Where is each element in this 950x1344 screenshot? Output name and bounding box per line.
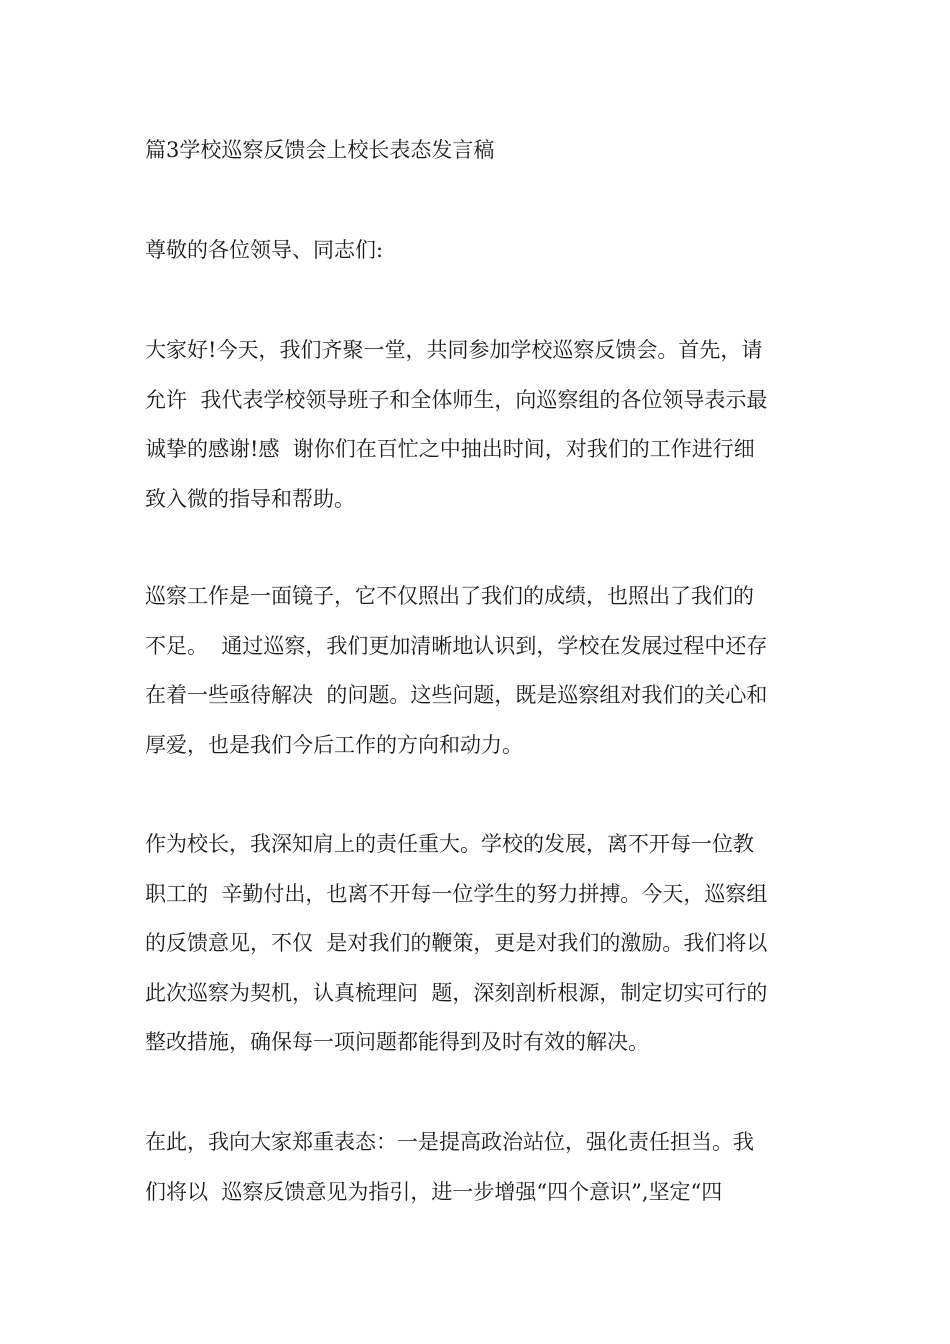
paragraph-line: 巡察工作是一面镜子，它不仅照出了我们的成绩，也照出了我们的 (145, 584, 754, 608)
paragraph-line: 的反馈意见，不仅 是对我们的鞭策，更是对我们的激励。我们将以 (145, 931, 768, 955)
document-title: 篇3学校巡察反馈会上校长表态发言稿 (145, 138, 495, 162)
paragraph-line: 在着一些亟待解决 的问题。这些问题，既是巡察组对我们的关心和 (145, 683, 768, 707)
paragraph-line: 大家好!今天，我们齐聚一堂，共同参加学校巡察反馈会。首先，请 (145, 338, 763, 362)
paragraph-line: 厚爱，也是我们今后工作的方向和动力。 (145, 732, 523, 757)
paragraph-line: 允许 我代表学校领导班子和全体师生，向巡察组的各位领导表示最 (145, 387, 768, 412)
paragraph-line: 不足。 通过巡察，我们更加清晰地认识到，学校在发展过程中还存 (145, 633, 768, 658)
paragraph-1 (145, 334, 810, 532)
paragraph-line: 作为校长，我深知肩上的责任重大。学校的发展，离不开每一位教 (145, 832, 754, 856)
paragraph-line: 们将以 巡察反馈意见为指引，进一步增强“四个意识”,坚定“四 (145, 1179, 723, 1204)
salutation: 尊敬的各位领导、同志们: (145, 238, 384, 262)
paragraph-line: 在此，我向大家郑重表态：一是提高政治站位，强化责任担当。我 (145, 1130, 754, 1154)
paragraph-line: 整改措施，确保每一项问题都能得到及时有效的解决。 (145, 1030, 649, 1054)
paragraph-line: 诚挚的感谢!感 谢你们在百忙之中抽出时间，对我们的工作进行细 (145, 437, 755, 461)
paragraph-line: 致入微的指导和帮助。 (145, 486, 355, 511)
paragraph-line: 此次巡察为契机，认真梳理问 题，深刻剖析根源，制定切实可行的 (145, 980, 768, 1005)
paragraph-4 (145, 1126, 810, 1225)
paragraph-2 (145, 580, 810, 778)
paragraph-line: 职工的 辛勤付出，也离不开每一位学生的努力拼搏。今天，巡察组 (145, 881, 768, 906)
paragraph-3 (145, 828, 810, 1076)
